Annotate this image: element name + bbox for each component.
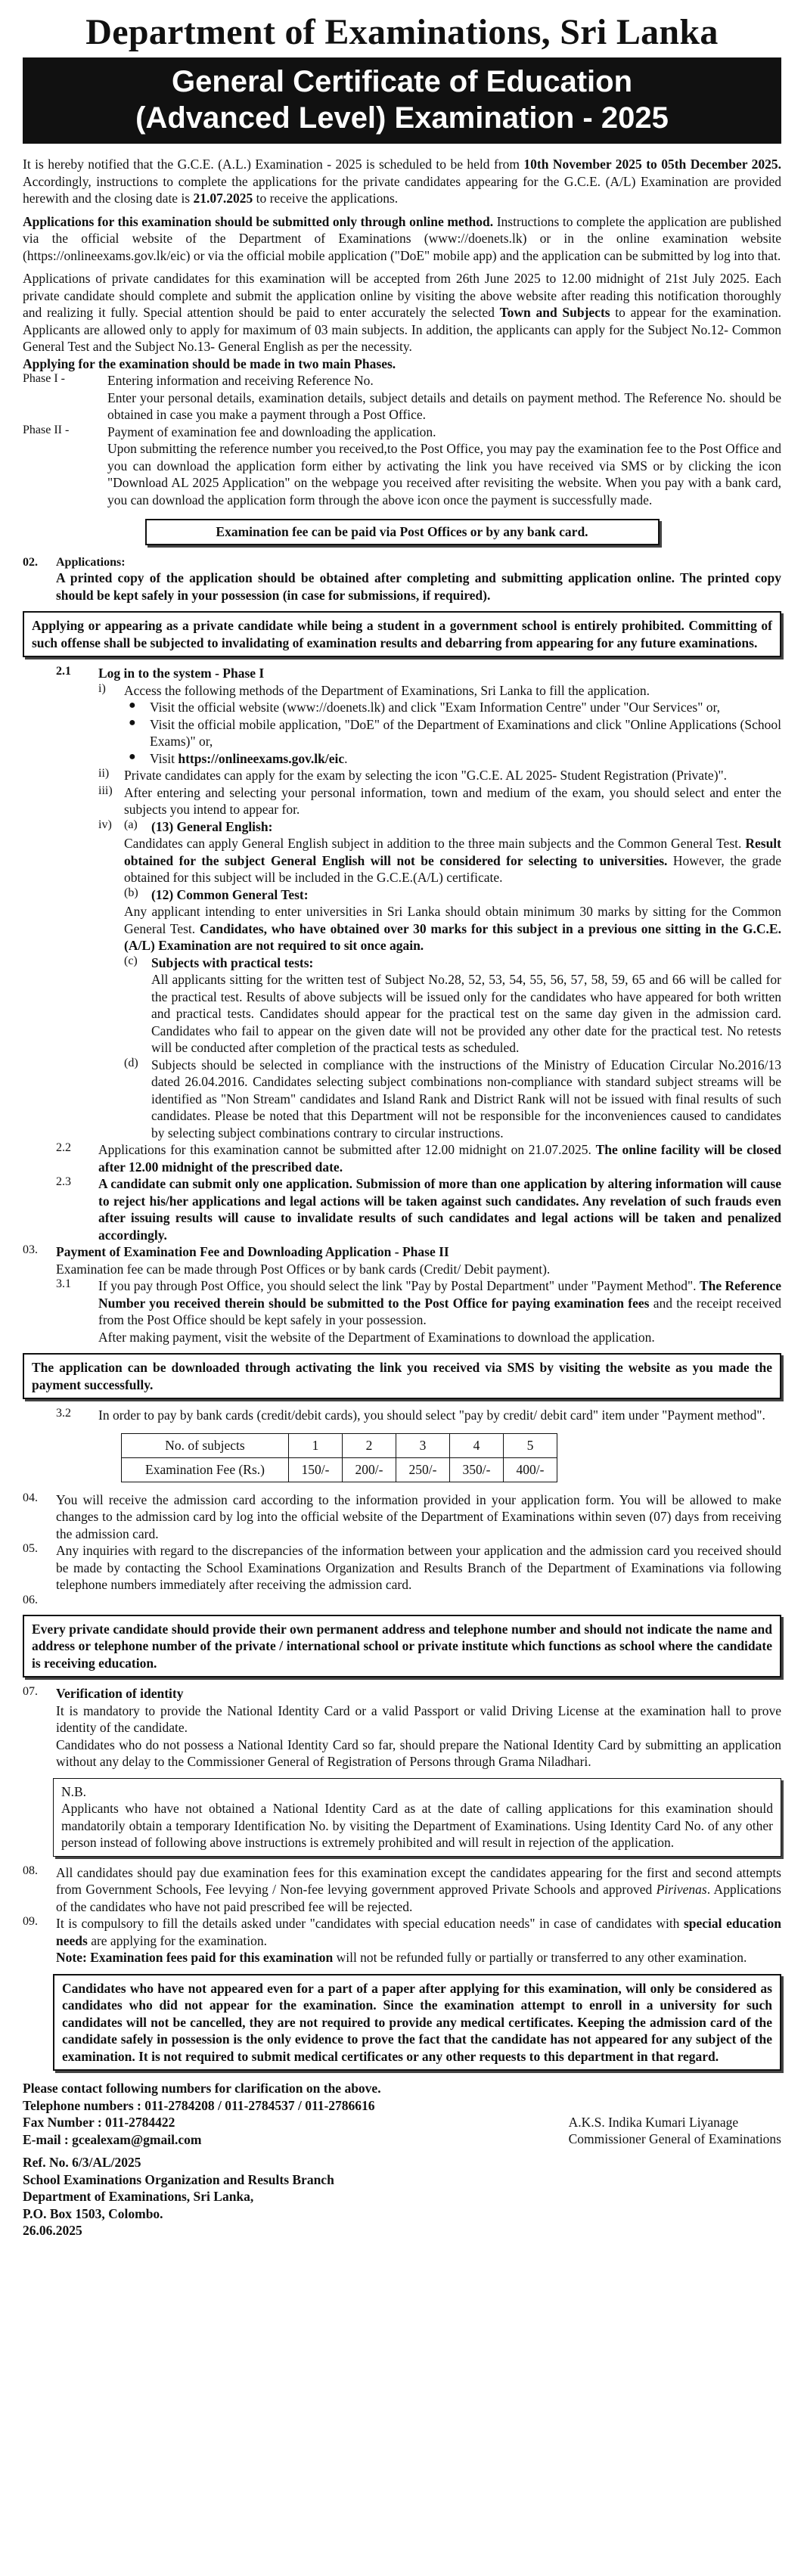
issue-date: 26.06.2025 xyxy=(23,2223,82,2238)
contact-block: Please contact following numbers for clarification on the above. Telephone numbers : 011-2784208 / 011-2784537 / 011-2786616 Fax Number : 011-2784422 E-mail : gcealexam@gmail.com A.K.S. Indika Kumari Liyanage Commissioner General of Examinations Ref. No. 6/3/AL/2025 School Examinations Organization and Results Branch Department of Examinations, Sri Lanka, P.O. Box 1503, Colombo. 26.06.2025 xyxy=(23,2081,781,2238)
sms-download-box: The application can be downloaded through activating the link you received via SMS by visiting the website as you made the payment successfully. xyxy=(23,1353,781,1399)
section-3-2: 3.2 In order to pay by bank cards (credit/debit cards), you should select "pay by credit/ debit card" item under "Payment method". xyxy=(56,1407,765,1423)
subsection-practical-tests: (c) Subjects with practical tests: All applicants sitting for the written test of Subject No.28, 52, 53, 54, 55, 56, 57, 58, 59, 65 and 66 will be called for the practical test. Results of above subjects will be issued only for the candidates who have appeared for both written and practical tests. Candidates should appear for the practical test on the same day given in the admission card. Candidates who fail to appear on the given date will not be provided any other date for the practical test. No retests will be conducted after completion of the practical tests as scheduled. xyxy=(124,954,781,1055)
phase-1: Phase I - Entering information and receiving Reference No. Enter your personal details, examination details, subject details and details on payment method. The Reference No. should be obtained in case you make a payment through a Post Office. xyxy=(23,372,781,422)
banner-line-2: (Advanced Level) Examination - 2025 xyxy=(135,101,669,135)
section-08: 08. All candidates should pay due examination fees for this examination except the candidates appearing for the first and second attempts from Government Schools, Fee levying / Non-fee levying government approved Private Schools and approved Pirivenas. Applications of the candidates who have not paid prescribed fee will be rejected. xyxy=(23,1864,781,1914)
table-row: No. of subjects 1 2 3 4 5 xyxy=(122,1433,557,1457)
section-07: 07. Verification of identity It is mandatory to provide the National Identity Card or a valid Passport or valid Driving License at the examination hall to prove identity of the candidate. Candidates who do not possess a National Identity Card so far, should prepare the National Identity Card by submitting an application without any delay to the Commissioner General of Registration of Persons through Grama Niladhari. xyxy=(23,1685,781,1769)
government-school-warning-box: Applying or appearing as a private candidate while being a student in a government school is entirely prohibited. Committing of such offense shall be subjected to invalidating of examination results and debarring from appearing for any future examinations. xyxy=(23,611,781,657)
subsection-general-english: (a) (13) General English: xyxy=(124,818,273,834)
subsection-common-general-test: (b) (12) Common General Test: xyxy=(124,886,309,902)
bullet-icon: ● xyxy=(129,750,136,763)
intro-paragraph-1: It is hereby notified that the G.C.E. (A.L.) Examination - 2025 is scheduled to be held from 10th November 2025 to 05th December 2025. Accordingly, instructions to complete the applications for the private candidates appearing for the G.C.E. (A/L) Examination are provided herewith and the closing date is 21.07.2025 to receive the applications. xyxy=(23,157,781,206)
bullet-icon: ● xyxy=(129,715,136,729)
intro-paragraph-2: Applications for this examination should be submitted only through online method. Instructions to complete the application are published via the official website of the Department of Examinations (www://doenets.lk) or in the online examination website (https://onlineexams.gov.lk/eic) or via the official mobile application ("DoE" mobile app) and the application can be submitted by log into that. xyxy=(23,213,781,263)
fee-payment-box: Examination fee can be paid via Post Offices or by any bank card. xyxy=(145,519,660,545)
reference-number: Ref. No. 6/3/AL/2025 xyxy=(23,2155,141,2170)
phase-2: Phase II - Payment of examination fee and downloading the application. Upon submitting the reference number you received,to the Post Office, you may pay the examination fee to the Post Office and you can download the application form either by activating the link you have received via SMS or by clicking the icon "Download AL 2025 Application" on the webpage you received after revisiting the website. When you pay with a bank card, you can download the application form through the above icon once the payment is successfully made. xyxy=(23,423,781,507)
section-06: 06. xyxy=(23,1593,38,1606)
section-02: 02. Applications: xyxy=(23,556,126,569)
section-04: 04. You will receive the admission card according to the information provided in your application form. You will be allowed to make changes to the admission card by log into the official website of the Department of Examinations within seven (07) days from receiving the admission card. xyxy=(23,1491,781,1541)
section-2-2: 2.2 Applications for this examination cannot be submitted after 12.00 midnight on 21.07.2025. The online facility will be closed after 12.00 midnight of the prescribed date. xyxy=(56,1141,781,1175)
department-title: Department of Examinations, Sri Lanka xyxy=(85,12,719,52)
section-09: 09. It is compulsory to fill the details asked under "candidates with special education needs" in case of candidates with special education needs are applying for the examination. Note: Examination fees paid for this examination will not be refunded fully or partially or transferred to any other examination. xyxy=(23,1915,781,1965)
fee-table xyxy=(121,1433,557,1482)
table-row: Examination Fee (Rs.) 150/- 200/- 250/- 350/- 400/- xyxy=(122,1457,557,1482)
exam-title-banner xyxy=(23,57,781,144)
list-item: ● Visit https://onlineexams.gov.lk/eic. xyxy=(129,750,348,766)
nb-identity-box: N.B. Applicants who have not obtained a National Identity Card as at the date of calling applications for this examination should mandatorily obtain a temporary Identification No. by visiting the Department of Examinations. Using Identity Card No. of any other person instead of following above instructions is extremely prohibited and will result in rejection of the application. xyxy=(53,1778,781,1857)
section-2-3: 2.3 A candidate can submit only one application. Submission of more than one application by altering information will cause to reject his/her applications and legal actions will be taken against such candidates. Any revelation of such frauds even after issuing results will cause to invalidate results of such candidates and legal actions will be taken and penalized accordingly. xyxy=(56,1175,781,1243)
section-02-body: A printed copy of the application should be obtained after completing and submitting application online. The printed copy should be kept safely in your possession (in case for submissions, if required). xyxy=(56,570,781,603)
list-item: ● Visit the official website (www://doenets.lk) and click "Exam Information Centre" under "Our Services" or, xyxy=(129,699,721,715)
section-03: 03. Payment of Examination Fee and Downloading Application - Phase II Examination fee can be made through Post Offices or by bank cards (Credit/ Debit payment). xyxy=(23,1243,551,1277)
banner-line-1: General Certificate of Education xyxy=(171,65,633,98)
bullet-icon: ● xyxy=(129,699,136,712)
section-05: 05. Any inquiries with regard to the discrepancies of the information between your application and the admission card you received should be made by contacting the School Examinations Organization and Results Branch of the Department of Examinations via following telephone numbers immediately after receiving the admission card. xyxy=(23,1542,781,1592)
section-2-1: 2.1 Log in to the system - Phase I i) Access the following methods of the Department of Examinations, Sri Lanka to fill the application. ● Visit the official website (www://doenets.lk) and click "Exam Information Centre" under "Our Services" or, ● Visit the official mobile application, "DoE" of the Department of Examinations and click "Online Applications (School Exams)" or, ● Visit https://onlineexams.gov.lk/eic. ii) Private candidates can apply for the exam by selecting the icon "G.C.E. AL 2025- Student Registration (Private)". iii) After entering and selecting your personal information, town and medium of the exam, you should select and enter the subjects you intend to appear for. iv) (a) (13) General English: Candidates can apply General English subject in addition to the three main subjects and the Common General Test. Result obtained for the subject General English will not be considered for selecting to universities. However, the grade obtained for this subject will be included in the G.C.E.(A/L) certificate. (b) (12) Common General Test: Any applicant intending to enter universities in Sri Lanka should obtain minimum 30 marks by sitting for the Common General Test. Candidates, who have obtained over 30 marks for this subject in a previous one sitting in the G.C.E. (A/L) Examination are not required to sit once again. (c) Subjects with practical tests: All applicants sitting for the written test of Subject No.28, 52, 53, 54, 55, 56, 57, 58, 59, 65 and 66 will be called for the practical test. Results of above subjects will be issued only for the candidates who have appeared for both written and practical tests. Candidates should appear for the practical test on the same day given in the admission card. Candidates who fail to appear on the given date will not be provided any other date for the practical test. No retests will be conducted after completion of the practical tests as scheduled. (d) Subjects should be selected in compliance with the instructions of the Ministry of Education Circular No.2016/13 dated 26.04.2016. Candidates selecting subject combinations non-compliance with standard subject streams will be identified as "Non Stream" candidates and Island Rank and District Rank will not be issued with final results of such candidates. Please be noted that this Department will not be responsible for the inconveniences caused to candidates by selecting subject combinations contrary to circular instructions. xyxy=(56,665,781,1141)
intro-paragraph-3: Applications of private candidates for this examination will be accepted from 26th June 2025 to 12.00 midnight of 21st July 2025. Each private candidate should complete and submit the application online by visiting the above website after reading this notification thoroughly and realizing it fully. Special attention should be paid to enter accurately the selected Town and Subjects to appear for the examination. Applicants are allowed only to apply for maximum of 03 main subjects. In addition, the applicants can apply for the Subject No.12- Common General Test and the Subject No.13- General English as per the necessity. xyxy=(23,271,781,354)
signature-block: A.K.S. Indika Kumari Liyanage Commissioner General of Examinations xyxy=(568,2114,781,2146)
phases-heading: Applying for the examination should be made in two main Phases. xyxy=(23,355,396,371)
permanent-address-box: Every private candidate should provide their own permanent address and telephone number and should not indicate the name and address or telephone number of the private / international school or private institute which functions as school where the candidate is receiving education. xyxy=(23,1615,781,1678)
absent-candidates-box: Candidates who have not appeared even for a part of a paper after applying for this examination, will only be considered as candidates who did not appear for the examination. Since the examination attempt to enroll in a university for such candidates will not be cancelled, they are not required to provide any medical certificates. Keeping the admission card of the candidate safely in possession is the only evidence to prove the fact that the candidate has not appeared for any subject of the examination. It is not required to submit medical certificates or any other requests to this department in that regard. xyxy=(53,1974,781,2072)
subsection-subject-selection: (d) Subjects should be selected in compliance with the instructions of the Ministry of Education Circular No.2016/13 dated 26.04.2016. Candidates selecting subject combinations non-compliance with standard subject streams will be identified as "Non Stream" candidates and Island Rank and District Rank will not be issued with final results of such candidates. Please be noted that this Department will not be responsible for the inconveniences caused to candidates by selecting subject combinations contrary to circular instructions. xyxy=(124,1056,781,1141)
list-item: ● Visit the official mobile application, "DoE" of the Department of Examinations and click "Online Applications (School Exams)" or, xyxy=(129,715,781,749)
section-3-1: 3.1 If you pay through Post Office, you should select the link "Pay by Postal Department" under "Payment Method". The Reference Number you received therein should be submitted to the Post Office for paying examination fees and the receipt received from the Post Office should be kept safely in your possession. After making payment, visit the website of the Department of Examinations to download the application. xyxy=(56,1277,781,1345)
